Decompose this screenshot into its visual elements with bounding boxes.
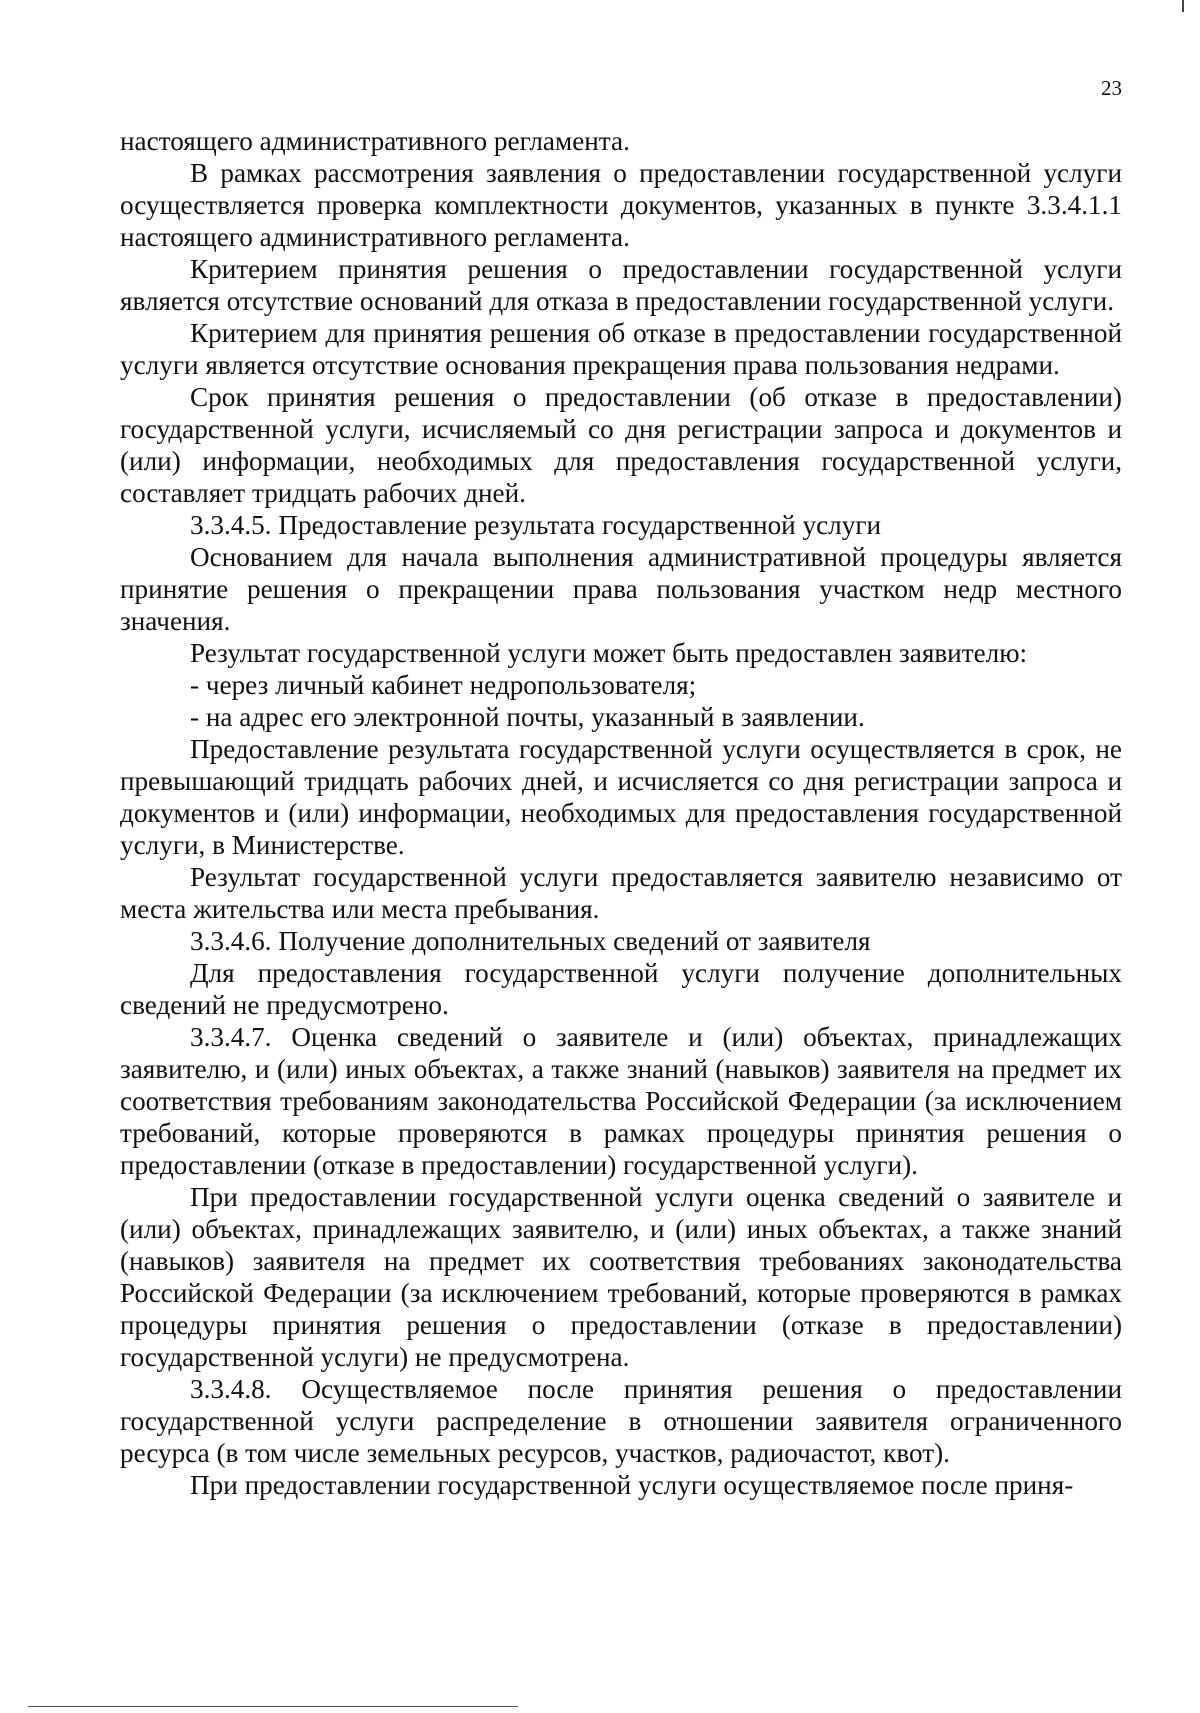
paragraph-4: Критерием для принятия решения об отказе в предоставлении государственной услуги является отсутствие основания прекращения права пользования недрами. xyxy=(120,318,1122,380)
page-number: 23 xyxy=(1101,76,1122,100)
paragraph-2: В рамках рассмотрения заявления о предоставлении государственной услуги осуществляется проверка комплектности документов, указанных в пункте 3.3.4.1.1 настоящего административного регламента. xyxy=(120,158,1122,252)
document-body xyxy=(120,125,1122,1501)
paragraph-8: Результат государственной услуги может быть предоставлен заявителю: xyxy=(190,638,1028,668)
list-item-email: - на адрес его электронной почты, указанный в заявлении. xyxy=(190,702,865,732)
section-heading-3-3-4-6: 3.3.4.6. Получение дополнительных сведений от заявителя xyxy=(190,926,871,956)
paragraph-14: Для предоставления государственной услуги получение дополнительных сведений не предусмотрено. xyxy=(120,958,1122,1020)
scan-edge-mark-bottom xyxy=(28,1706,518,1707)
section-heading-3-3-4-7: 3.3.4.7. Оценка сведений о заявителе и (или) объектах, принадлежащих заявителю, и (или) иных объектах, а также знаний (навыков) заявителя на предмет их соответствия требованиям законодательства Российской Федерации (за исключением требований, которые проверяются в рамках процедуры принятия решения о предоставлении (отказе в предоставлении) государственной услуги). xyxy=(120,1022,1122,1180)
paragraph-7: Основанием для начала выполнения административной процедуры является принятие решения о прекращении права пользования участком недр местного значения. xyxy=(120,542,1122,636)
paragraph-18: При предоставлении государственной услуги осуществляемое после приня- xyxy=(190,1470,1074,1500)
paragraph-1: настоящего административного регламента. xyxy=(120,126,630,156)
paragraph-16: При предоставлении государственной услуги оценка сведений о заявителе и (или) объектах, принадлежащих заявителю, и (или) иных объектах, а также знаний (навыков) заявителя на предмет их соответствия требованиях законодательства Российской Федерации (за исключением требований, которые проверяются в рамках процедуры принятия решения о предоставлении (отказе в предоставлении) государственной услуги) не предусмотрена. xyxy=(120,1182,1122,1372)
paragraph-12: Результат государственной услуги предоставляется заявителю независимо от места жительства или места пребывания. xyxy=(120,862,1122,924)
paragraph-5: Срок принятия решения о предоставлении (об отказе в предоставлении) государственной услуги, исчисляемый со дня регистрации запроса и документов и (или) информации, необходимых для предоставления государственной услуги, составляет тридцать рабочих дней. xyxy=(120,382,1122,508)
paragraph-3: Критерием принятия решения о предоставлении государственной услуги является отсутствие оснований для отказа в предоставлении государственной услуги. xyxy=(120,254,1122,316)
scan-edge-mark-top xyxy=(1182,0,1184,12)
paragraph-11: Предоставление результата государственной услуги осуществляется в срок, не превышающий тридцать рабочих дней, и исчисляется со дня регистрации запроса и документов и (или) информации, необходимых для предоставления государственной услуги, в Министерстве. xyxy=(120,734,1122,860)
section-heading-3-3-4-8: 3.3.4.8. Осуществляемое после принятия решения о предоставлении государственной услуги распределение в отношении заявителя ограниченного ресурса (в том числе земельных ресурсов, участков, радиочастот, квот). xyxy=(120,1374,1122,1468)
list-item-personal-cabinet: - через личный кабинет недропользователя; xyxy=(190,670,697,700)
section-heading-3-3-4-5: 3.3.4.5. Предоставление результата государственной услуги xyxy=(190,510,882,540)
